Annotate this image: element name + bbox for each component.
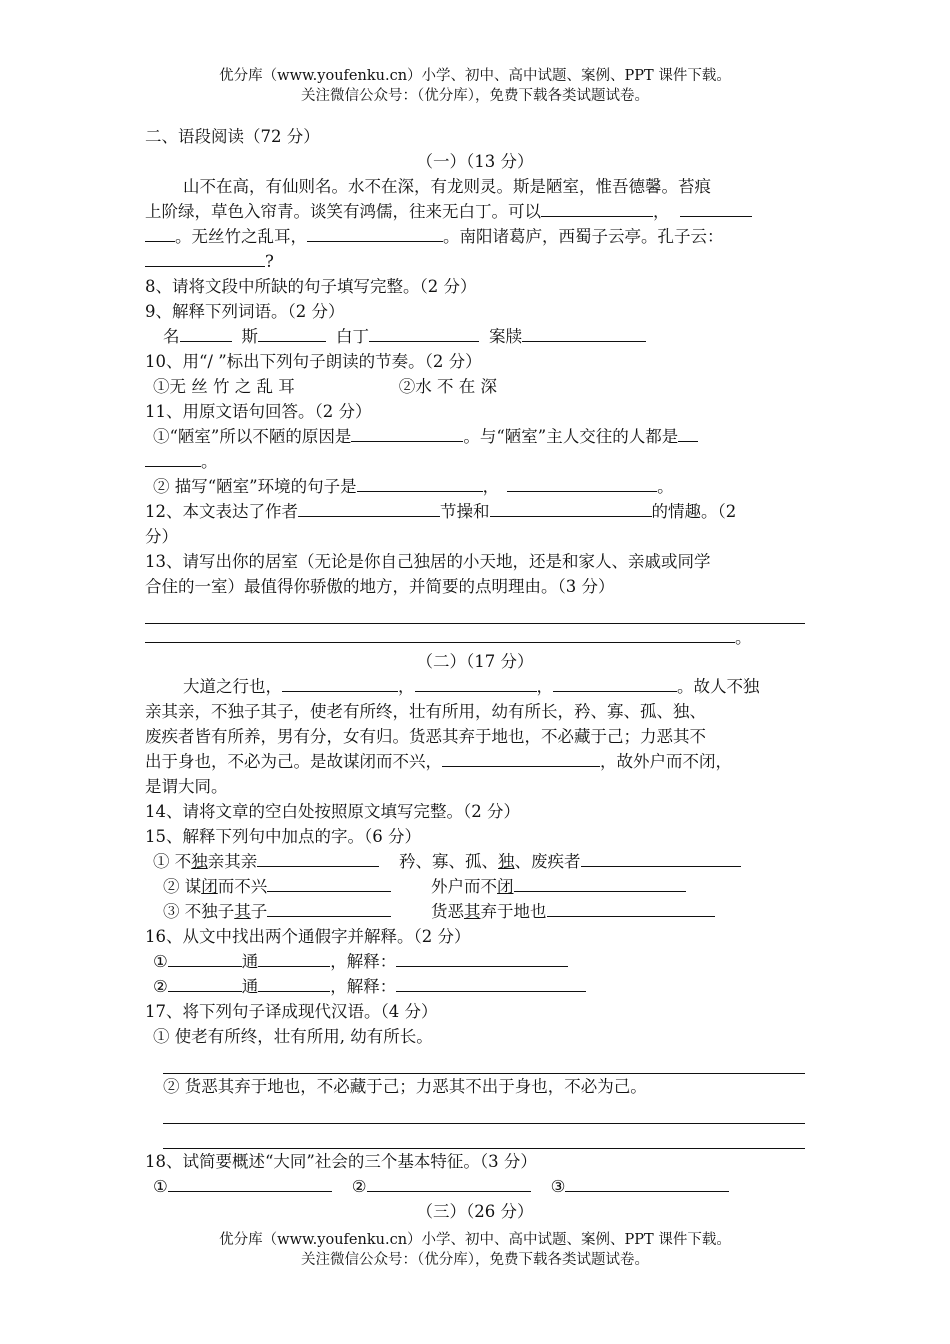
question-9: 9、解释下列词语。（2 分）: [145, 302, 345, 321]
part2-title: （二）（17 分）: [416, 652, 534, 671]
question-13-line-1: 13、请写出你的居室（无论是你自己独居的小天地，还是和家人、亲戚或同学: [145, 552, 711, 571]
part2-passage-line-3: 废疾者皆有所养，男有分，女有归。货恶其弃于地也，不必藏于己；力恶其不: [145, 727, 706, 746]
footer-line-2: 关注微信公众号：（优分库），免费下载各类试题试卷。: [301, 1252, 649, 1268]
header-line-1: 优分库（www.youfenku.cn）小学、初中、高中试题、案例、PPT 课件下载。: [219, 68, 731, 84]
answer-blank[interactable]: [490, 499, 652, 517]
answer-blank[interactable]: [168, 949, 242, 967]
answer-blank[interactable]: [258, 974, 330, 992]
question-11-part1: ①“陋室”所以不陋的原因是 。与“陋室”主人交往的人都是: [145, 424, 805, 449]
answer-blank[interactable]: [258, 949, 330, 967]
part2-passage-line-2: 亲其亲，不独子其子，使老有所终，壮有所用，幼有所长，矜、寡、孤、独、: [145, 702, 706, 721]
question-16-row-2: ② 通 ，解释：: [145, 974, 805, 999]
question-12-cont: 分）: [145, 527, 178, 546]
answer-blank[interactable]: [415, 674, 537, 692]
question-11-part2: ② 描写“陋室”环境的句子是 ， 。: [145, 474, 805, 499]
page-footer: [0, 1230, 950, 1270]
question-15-row-3: ③ 不独子其子 货恶其弃于地也: [145, 899, 805, 924]
question-10-items: ①无 丝 竹 之 乱 耳 ②水 不 在 深: [153, 377, 497, 396]
answer-blank[interactable]: [145, 624, 735, 643]
answer-blank[interactable]: [307, 224, 443, 242]
question-10: 10、用“/ ”标出下列句子朗读的节奏。（2 分）: [145, 352, 482, 371]
question-17-answer-line[interactable]: [145, 1049, 805, 1074]
part2-passage-line-1: 大道之行也， ， ， 。故人不独: [145, 674, 805, 699]
question-17-item-2: ② 货恶其弃于地也，不必藏于己；力恶其不出于身也，不必为己。: [163, 1077, 647, 1096]
question-11: 11、用原文语句回答。（2 分）: [145, 402, 372, 421]
part1-passage-line-2: 上阶绿，草色入帘青。谈笑有鸿儒，往来无白丁。可以 ，: [145, 199, 805, 224]
answer-blank[interactable]: [396, 949, 568, 967]
answer-blank[interactable]: [267, 874, 391, 892]
answer-blank[interactable]: [442, 749, 600, 767]
question-17-answer-line[interactable]: [145, 1099, 805, 1124]
question-13-answer-line[interactable]: 。: [145, 624, 805, 649]
question-13-line-2: 合住的一室）最值得你骄傲的地方，并简要的点明理由。（3 分）: [145, 577, 615, 596]
question-15-row-2: ② 谋闭而不兴 外户而不闭: [145, 874, 805, 899]
question-17-answer-line[interactable]: [145, 1124, 805, 1149]
answer-blank[interactable]: [298, 499, 440, 517]
answer-blank[interactable]: [168, 974, 242, 992]
part2-passage-line-4: 出于身也，不必为己。是故谋闭而不兴， ，故外户而不闭，: [145, 749, 805, 774]
question-17-item-1: ① 使老有所终，壮有所用, 幼有所长。: [153, 1027, 433, 1046]
answer-blank[interactable]: [541, 199, 653, 217]
question-9-items: 名 斯 白丁 案牍: [145, 324, 805, 349]
answer-blank[interactable]: [282, 674, 398, 692]
answer-blank[interactable]: [514, 874, 686, 892]
question-18-items: ① ② ③: [145, 1174, 805, 1199]
answer-blank[interactable]: [369, 324, 479, 342]
answer-blank[interactable]: [680, 199, 752, 217]
answer-blank[interactable]: [522, 324, 646, 342]
exam-content: [145, 124, 805, 1224]
question-13-answer-line[interactable]: [145, 599, 805, 624]
question-14: 14、请将文章的空白处按照原文填写完整。（2 分）: [145, 802, 520, 821]
answer-blank[interactable]: [258, 324, 326, 342]
header-line-2: 关注微信公众号：（优分库），免费下载各类试题试卷。: [301, 88, 649, 104]
answer-blank[interactable]: [168, 1174, 332, 1192]
page-header: [0, 66, 950, 106]
footer-line-1: 优分库（www.youfenku.cn）小学、初中、高中试题、案例、PPT 课件下载。: [219, 1232, 731, 1248]
question-12: 12、本文表达了作者 节操和 的情趣。（2: [145, 499, 805, 524]
question-15-row-1: ① 不独亲其亲 矜、寡、孤、独、废疾者: [145, 849, 805, 874]
question-11-part1-cont: 。: [145, 449, 805, 474]
question-8: 8、请将文段中所缺的句子填写完整。（2 分）: [145, 277, 477, 296]
answer-blank[interactable]: [257, 849, 379, 867]
part1-passage-line-1: 山不在高，有仙则名。水不在深，有龙则灵。斯是陋室，惟吾德馨。苔痕: [183, 177, 711, 196]
answer-blank[interactable]: [145, 449, 201, 467]
answer-blank[interactable]: [367, 1174, 531, 1192]
question-17: 17、将下列句子译成现代汉语。（4 分）: [145, 1002, 438, 1021]
answer-blank[interactable]: [581, 849, 741, 867]
answer-blank[interactable]: [357, 474, 483, 492]
answer-blank[interactable]: [180, 324, 232, 342]
answer-blank[interactable]: [396, 974, 586, 992]
section-title: 二、语段阅读（72 分）: [145, 127, 320, 146]
answer-blank[interactable]: [145, 249, 265, 267]
answer-blank[interactable]: [547, 899, 715, 917]
part1-title: （一）（13 分）: [416, 152, 534, 171]
answer-blank[interactable]: [553, 674, 677, 692]
part1-passage-line-4: ?: [145, 249, 805, 274]
answer-blank[interactable]: [145, 224, 175, 242]
question-15: 15、解释下列句中加点的字。（6 分）: [145, 827, 421, 846]
question-16: 16、从文中找出两个通假字并解释。（2 分）: [145, 927, 471, 946]
question-18: 18、试简要概述“大同”社会的三个基本特征。（3 分）: [145, 1152, 537, 1171]
answer-blank[interactable]: [678, 424, 698, 442]
part2-passage-line-5: 是谓大同。: [145, 777, 228, 796]
answer-blank[interactable]: [507, 474, 657, 492]
answer-blank[interactable]: [565, 1174, 729, 1192]
part1-passage-line-3: 。无丝竹之乱耳， 。南阳诸葛庐，西蜀子云亭。孔子云：: [145, 224, 805, 249]
answer-blank[interactable]: [267, 899, 391, 917]
part3-title: （三）（26 分）: [416, 1202, 534, 1221]
question-16-row-1: ① 通 ，解释：: [145, 949, 805, 974]
answer-blank[interactable]: [351, 424, 463, 442]
